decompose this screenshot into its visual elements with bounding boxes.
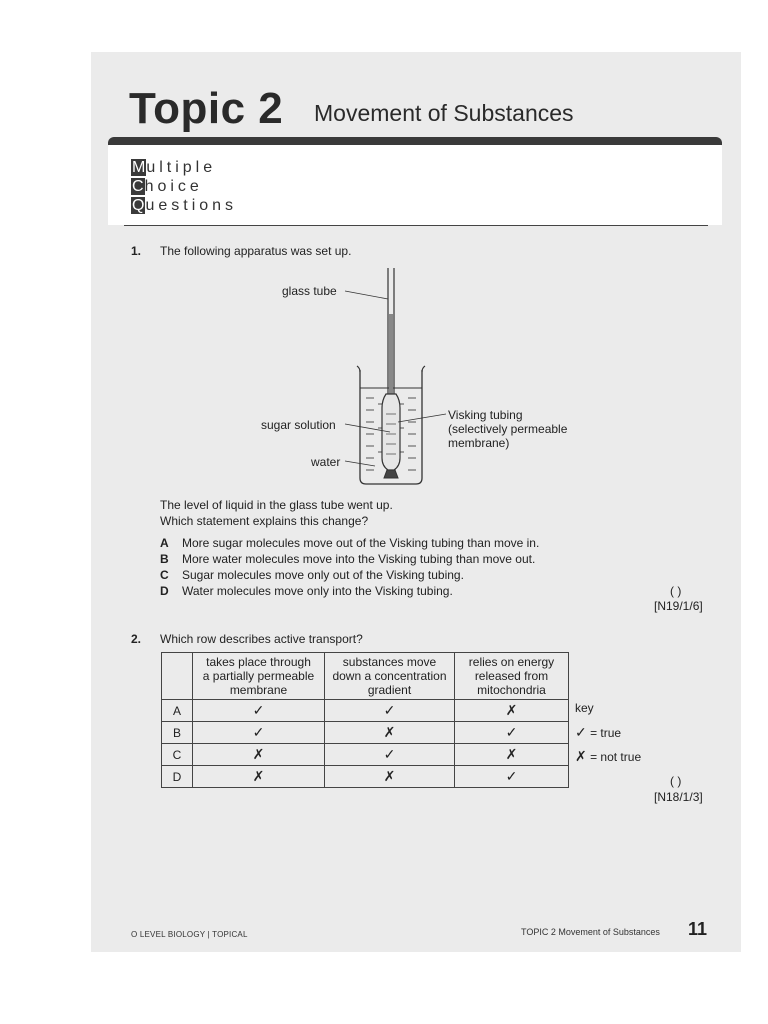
q1-answer-blank[interactable]: ( ) bbox=[670, 584, 682, 598]
q2-answer-blank[interactable]: ( ) bbox=[670, 774, 682, 788]
label-water: water bbox=[311, 455, 341, 469]
q1-option-d[interactable] bbox=[160, 584, 453, 598]
mcq-rest-m: ultiple bbox=[146, 159, 217, 176]
leader-glass-tube bbox=[345, 291, 388, 299]
header-line: down a concentration bbox=[332, 669, 447, 683]
table-cell: ✗ bbox=[193, 744, 325, 766]
table-cell: ✓ bbox=[193, 722, 325, 744]
topic-number: Topic 2 bbox=[129, 84, 284, 133]
table-cell: ✓ bbox=[325, 700, 455, 722]
mcq-cap-m: M bbox=[132, 159, 146, 176]
topic-title: Movement of Substances bbox=[314, 100, 574, 126]
option-text: More sugar molecules move out of the Visking tubing than move in. bbox=[182, 536, 540, 550]
footer-book-title: O LEVEL BIOLOGY | TOPICAL bbox=[131, 930, 248, 939]
footer-topic: TOPIC 2 Movement of Substances bbox=[521, 927, 660, 937]
q1-option-b[interactable] bbox=[160, 552, 535, 566]
check-icon: ✓ bbox=[575, 724, 587, 740]
option-letter: B bbox=[160, 552, 169, 566]
q1-reference: [N19/1/6] bbox=[654, 599, 703, 613]
header-line: gradient bbox=[367, 683, 412, 697]
mcq-rest-q: uestions bbox=[145, 197, 238, 214]
header-line: relies on energy bbox=[468, 655, 555, 669]
q1-number: 1. bbox=[131, 244, 142, 258]
mcq-rest-c: hoice bbox=[144, 178, 203, 195]
mcq-heading bbox=[131, 158, 237, 215]
option-letter: A bbox=[160, 536, 169, 550]
table-cell: ✗ bbox=[325, 722, 455, 744]
option-letter: C bbox=[160, 568, 169, 582]
table-cell: ✗ bbox=[455, 744, 569, 766]
table-cell: ✓ bbox=[455, 722, 569, 744]
header-line: a partially permeable bbox=[202, 669, 315, 683]
table-row[interactable] bbox=[162, 722, 569, 744]
table-header-row bbox=[162, 653, 569, 700]
table-row[interactable] bbox=[162, 744, 569, 766]
header-line: released from bbox=[474, 669, 549, 683]
header-line: membrane bbox=[229, 683, 288, 697]
mcq-cap-q: Q bbox=[132, 197, 145, 214]
label-visking-3: membrane) bbox=[448, 436, 510, 450]
option-text: Sugar molecules move only out of the Visking tubing. bbox=[182, 568, 464, 582]
table-cell: ✗ bbox=[193, 766, 325, 788]
q1-stem-1: The level of liquid in the glass tube went up. bbox=[160, 498, 393, 512]
key-false-text: = not true bbox=[590, 750, 642, 764]
table-row[interactable] bbox=[162, 700, 569, 722]
header-line: substances move bbox=[342, 655, 437, 669]
option-text: More water molecules move into the Visking tubing than move out. bbox=[182, 552, 536, 566]
mcq-cap-c: C bbox=[132, 178, 144, 195]
header-blank bbox=[162, 653, 193, 700]
label-glass-tube: glass tube bbox=[282, 284, 337, 298]
table-cell: ✓ bbox=[193, 700, 325, 722]
table-cell: ✗ bbox=[455, 700, 569, 722]
q1-option-a[interactable] bbox=[160, 536, 539, 550]
header-col-1 bbox=[193, 653, 325, 700]
header-line: mitochondria bbox=[477, 683, 546, 697]
q2-question: Which row describes active transport? bbox=[160, 632, 363, 646]
table-row[interactable] bbox=[162, 766, 569, 788]
visking-tubing bbox=[382, 394, 400, 470]
q2-reference: [N18/1/3] bbox=[654, 790, 703, 804]
row-label: A bbox=[162, 700, 193, 722]
row-label: B bbox=[162, 722, 193, 744]
tied-end bbox=[384, 470, 398, 478]
liquid-column bbox=[389, 314, 393, 398]
key-title: key bbox=[575, 701, 594, 715]
key-false bbox=[575, 748, 641, 765]
q1-option-c[interactable] bbox=[160, 568, 464, 582]
key-true-text: = true bbox=[590, 726, 622, 740]
cross-icon: ✗ bbox=[575, 748, 587, 764]
table-cell: ✗ bbox=[325, 766, 455, 788]
q2-number: 2. bbox=[131, 632, 142, 646]
q1-intro: The following apparatus was set up. bbox=[160, 244, 352, 258]
table-cell: ✓ bbox=[455, 766, 569, 788]
table-cell: ✓ bbox=[325, 744, 455, 766]
label-visking-2: (selectively permeable bbox=[448, 422, 568, 436]
page-number: 11 bbox=[688, 919, 708, 939]
option-text: Water molecules move only into the Visking tubing. bbox=[182, 584, 453, 598]
option-letter: D bbox=[160, 584, 169, 598]
header-col-3 bbox=[455, 653, 569, 700]
label-visking-1: Visking tubing bbox=[448, 408, 523, 422]
q1-stem-2: Which statement explains this change? bbox=[160, 514, 369, 528]
key-true bbox=[575, 724, 621, 741]
row-label: C bbox=[162, 744, 193, 766]
q2-table bbox=[161, 652, 569, 788]
header-line: takes place through bbox=[206, 655, 311, 669]
header-col-2 bbox=[325, 653, 455, 700]
label-sugar-solution: sugar solution bbox=[261, 418, 336, 432]
header-rule bbox=[108, 137, 722, 145]
row-label: D bbox=[162, 766, 193, 788]
banner-underline bbox=[124, 225, 708, 226]
